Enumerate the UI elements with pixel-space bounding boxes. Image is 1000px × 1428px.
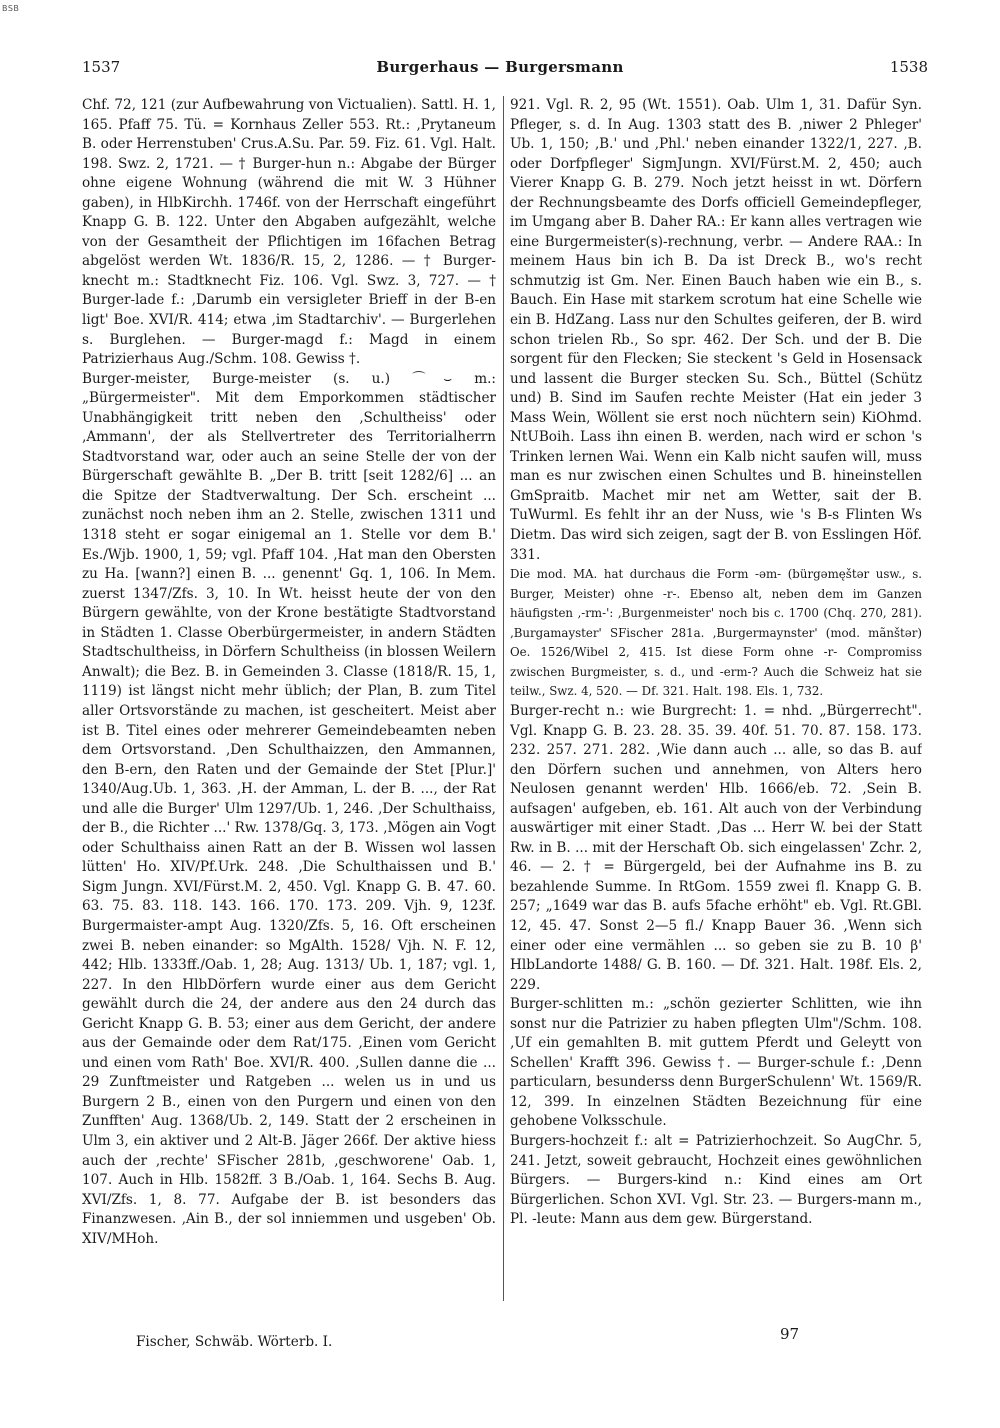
library-stamp: BSB <box>2 4 20 13</box>
entry-burgers-hochzeit: Burgers-hochzeit f.: alt = Patrizierhochzeit. So AugChr. 5, 241. Jetzt, soweit gebraucht, Hochzeit eines gewöhnlichen Bürgers. — Burgers-kind n.: Kind eines am Ort Bürgerlichen. Schon XVI. Vgl. Str. 23. — Burgers-mann m., Pl. -leute: Mann aus dem gew. Bürgerstand. <box>510 1132 922 1228</box>
running-title: Burgerhaus — Burgersmann <box>376 58 624 76</box>
right-column <box>510 96 922 1324</box>
footer-author: Fischer, Schwäb. Wörterb. I. <box>136 1334 333 1350</box>
entry-burgerhaus-continued: Chf. 72, 121 (zur Aufbewahrung von Victualien). Sattl. H. 1, 165. Pfaff 75. Tü. = Kornhaus Zeller 553. Rt.: ‚Prytaneum B. oder Herrenstuben' Crus.A.Su. Par. 59. Fiz. 61. Vgl. Halt. 198. Swz. 2, 1721. — † Burger-hun n.: Abgabe der Bürger ohne eigene Wohnung (während die mit W. 3 Hühner gaben), in HlbKirchh. 1746f. von der Herrschaft eingeführt Knapp G. B. 122. Unter den Abgaben aufgezählt, welche von der Gesamtheit der Pflichtigen im 16fachen Betrag abgelöst werden Wt. 1836/R. 15, 2, 1286. — † Burger-knecht m.: Stadtknecht Fiz. 106. Vgl. Swz. 3, 727. — † Burger-lade f.: ‚Darumb ein versigleter Brieff in der B-en ligt' Boe. XVI/R. 414; etwa ‚im Stadtarchiv'. — Burgerlehen s. Burglehen. — Burger-magd f.: Magd in einem Patrizierhaus Aug./Schm. 108. Gewiss †. <box>82 97 496 368</box>
footer-signature: 97 <box>780 1325 800 1343</box>
entry-burger-meister-continued: 921. Vgl. R. 2, 95 (Wt. 1551). Oab. Ulm 1, 31. Dafür Syn. Pfleger, s. d. In Aug. 1303 statt des B. ‚niwer 2 Phleger' Ub. 1, 150; ‚B.' und ‚Phl.' neben einander 1322/1, 227. ‚B. oder Dorfpfleger' SigmJungn. XVI/Fürst.M. 2, 450; auch Vierer Knapp G. B. 279. Noch jetzt heisst in wt. Dörfern der Rechnungsbeamte des Dorfs officiell Gemeindepfleger, im Umgang aber B. Daher RA.: Er kann alles vertragen wie eine Burgermeister(s)-rechnung, verbr. — Andere RAA.: In meinem Haus bin ich B. Da ist Dreck B., wo's recht schmutzig ist Gm. Ner. Einen Bauch haben wie ein B., s. Bauch. Ein Hase mit starkem scrotum hat eine Schelle wie ein B. HdZang. Lass nur den Schultes geiferen, der B. wird schon trielen Rb., So spr. 462. Der Sch. und der B. Die sorgent für den Flecken; Sie steckent 's Geld in Hosensack und lassent die Burger stecken Su. Sch., Büttel (Schütz und) B. Sind im Saufen rechte Meister (Hat ein jeder 3 Mass Wein, Wöllent sie erst noch nüchtern sein) KiOhmd. NtUBoih. Lass ihn einen B. werden, nach wird er schon 's Trinken lernen Wai. Wenn ein Kalb nicht saufen will, muss man es nur zwischen einen Schultes und B. hineinstellen GmSpraitb. Machet mir net am Wetter, sait der B. TuWurml. Es fehlt ihr an der Nuss, wie 's B-s Flinten Ws Dietm. Das wird sich zeigen, sagt der B. von Esslingen Höf. 331. <box>510 97 922 563</box>
left-column <box>82 96 496 1324</box>
entry-burger-schlitten: Burger-schlitten m.: „schön gezierter Schlitten, wie ihn sonst nur die Patrizier zu haben pflegten Ulm"/Schm. 108. ‚Uf ein gemahlten B. mit guttem Pferdt und Geleytt von Schellen' Krafft 396. Gewiss †. — Burger-schule f.: ‚Denn particularn, besunderss denn BurgerSchulenn' Wt. 1569/R. 12, 399. In einzelnen Städten Bezeichnung für eine gehobene Volksschule. <box>510 996 922 1130</box>
entry-burger-meister-note: Die mod. MA. hat durchaus die Form -əm- (bürgəmęštər usw., s. Burger, Meister) ohne -r-. Ebenso alt, neben dem im Ganzen häufigsten ‚-rm-': ‚Burgenmeister' noch bis c. 1700 (Chq. 270, 281). ‚Burgamayster' SFischer 281a. ‚Burgermaynster' (mod. mãnštər) Oe. 1526/Wibel 2, 415. Ist diese Form ohne -r- Compromiss zwischen Burgmeister, s. d., und -erm-? Auch die Schweiz hat sie teilw., Swz. 4, 520. — Df. 321. Halt. 198. Els. 1, 732. <box>510 567 922 699</box>
left-page-number: 1537 <box>82 58 121 76</box>
entry-burger-meister: Burger-meister, Burge-meister (s. u.) ⌒⌣ m.: „Bürgermeister". Mit dem Emporkommen städtischer Unabhängigkeit tritt neben den ‚Schultheiss' oder ‚Ammann', der als Stellvertreter des Territorialherrn Stadtvorstand war, oder auch an seine Stelle der von der Bürgerschaft gewählte B. „Der B. tritt [seit 1282/6] ... an die Spitze der Stadtverwaltung. Der Sch. erscheint ... zunächst noch neben ihm an 2. Stelle, zwischen 1311 und 1318 steht er sogar einigemal an 1. Stelle vor dem B.' Es./Wjb. 1900, 1, 59; vgl. Pfaff 104. ‚Hat man den Obersten zu Ha. [wann?] einen B. ... genennt' Gq. 1, 106. In Mem. zuerst 1347/Zfs. 3, 10. In Wt. heisst heute der von den Bürgern gewählte, von der Krone bestätigte Stadtvorstand in Städten 1. Classe Oberbürgermeister, in andern Städten Stadtschultheiss, in Dörfern Schultheiss (in blossen Weilern Anwalt); die Bez. B. in Gemeinden 3. Classe (1818/R. 15, 1, 1119) ist längst nicht mehr üblich; der Plan, B. zum Titel aller Ortsvorstände zu machen, ist gescheitert. Meist aber ist B. Titel eines oder mehrerer Gemeindebeamten neben dem Ortsvorstand. ‚Den Schulthaizzen, den Ammannen, den B-ern, den Raten und der Gemainde der Stet [Plur.]' 1340/Aug.Ub. 1, 363. ‚H. der Amman, L. der B. ..., der Rat und alle die Burger' Ulm 1297/Ub. 1, 246. ‚Der Schulthaiss, der B., die Richter ...' Rw. 1378/Gq. 3, 173. ‚Mögen ain Vogt oder Schulthaiss ainen Ratt an der B. Wissen wol lassen lütten' Ho. XIV/Pf.Urk. 248. ‚Die Schulthaissen und B.' Sigm Jungn. XVI/Fürst.M. 2, 450. Vgl. Knapp G. B. 47. 60. 63. 75. 83. 118. 143. 166. 170. 173. 209. Vjh. 9, 123f. Burgermaister-ampt Aug. 1320/Zfs. 5, 16. Oft erscheinen zwei B. neben einander: so MgAlth. 1528/ Vjh. N. F. 12, 442; Hlb. 1333ff./Oab. 1, 28; Aug. 1313/ Ub. 1, 187; vgl. 1, 227. In den HlbDörfern wurde einer aus dem Gericht gewählt durch die 24, der andere aus den 24 durch das Gericht Knapp G. B. 53; einer aus dem Gericht, der andere aus der Gemainde oder dem Rat/175. ‚Einen vom Gericht und einen vom Rath' Boe. XVI/R. 400. ‚Sullen danne die ... 29 Zunftmeister und Ratgeben ... welen us in und us Burgern 2 B., einen von den Purgern und einen von den Zunfften' Aug. 1368/Ub. 2, 149. Statt der 2 erscheinen in Ulm 3, ein aktiver und 2 Alt-B. Jäger 266f. Der aktive hiess auch der ‚rechte' SFischer 281b, ‚geschworene' Oab. 1, 107. Auch in Hlb. 1582ff. 3 B./Oab. 1, 164. Sechs B. Aug. XVI/Zfs. 1, 8. 77. Aufgabe der B. ist besonders das Finanzwesen. ‚Ain B., der sol inniemmen und usgeben' Ob. XIV/MHoh. <box>82 370 496 1247</box>
entry-burger-recht: Burger-recht n.: wie Burgrecht: 1. = nhd. „Bürgerrecht". Vgl. Knapp G. B. 23. 28. 35. 39. 40f. 51. 70. 87. 158. 173. 232. 257. 271. 282. ‚Wie dann auch ... alle, so das B. auf den Dörfern suchen und annehmen, von Alters hero Neulosen genannt werden' Hlb. 1666/eb. 72. ‚Sein B. aufsagen' aufgeben, eb. 161. Alt auch von der Verbindung auswärtiger mit einer Stadt. ‚Das ... Herr W. bei der Statt Rw. in B. ... mit der Herschaft Ob. sich eingelassen' Zchr. 2, 46. — 2. † = Bürgergeld, bei der Aufnahme ins B. zu bezahlende Summe. In RtGom. 1559 zwei fl. Knapp G. B. 257; „1649 war das B. aufs 5fache erhöht" eb. Vgl. Rt.GBl. 12, 45. 47. Sonst 2—5 fl./ Knapp Bauer 36. ‚Wenn sich einer oder eine vermählen ... so geben sie zu B. 10 β' HlbLandorte 1488/ G. B. 160. — Df. 321. Halt. 198f. Els. 2, 229. <box>510 702 922 993</box>
right-page-number: 1538 <box>889 58 928 76</box>
column-divider <box>503 96 504 1301</box>
